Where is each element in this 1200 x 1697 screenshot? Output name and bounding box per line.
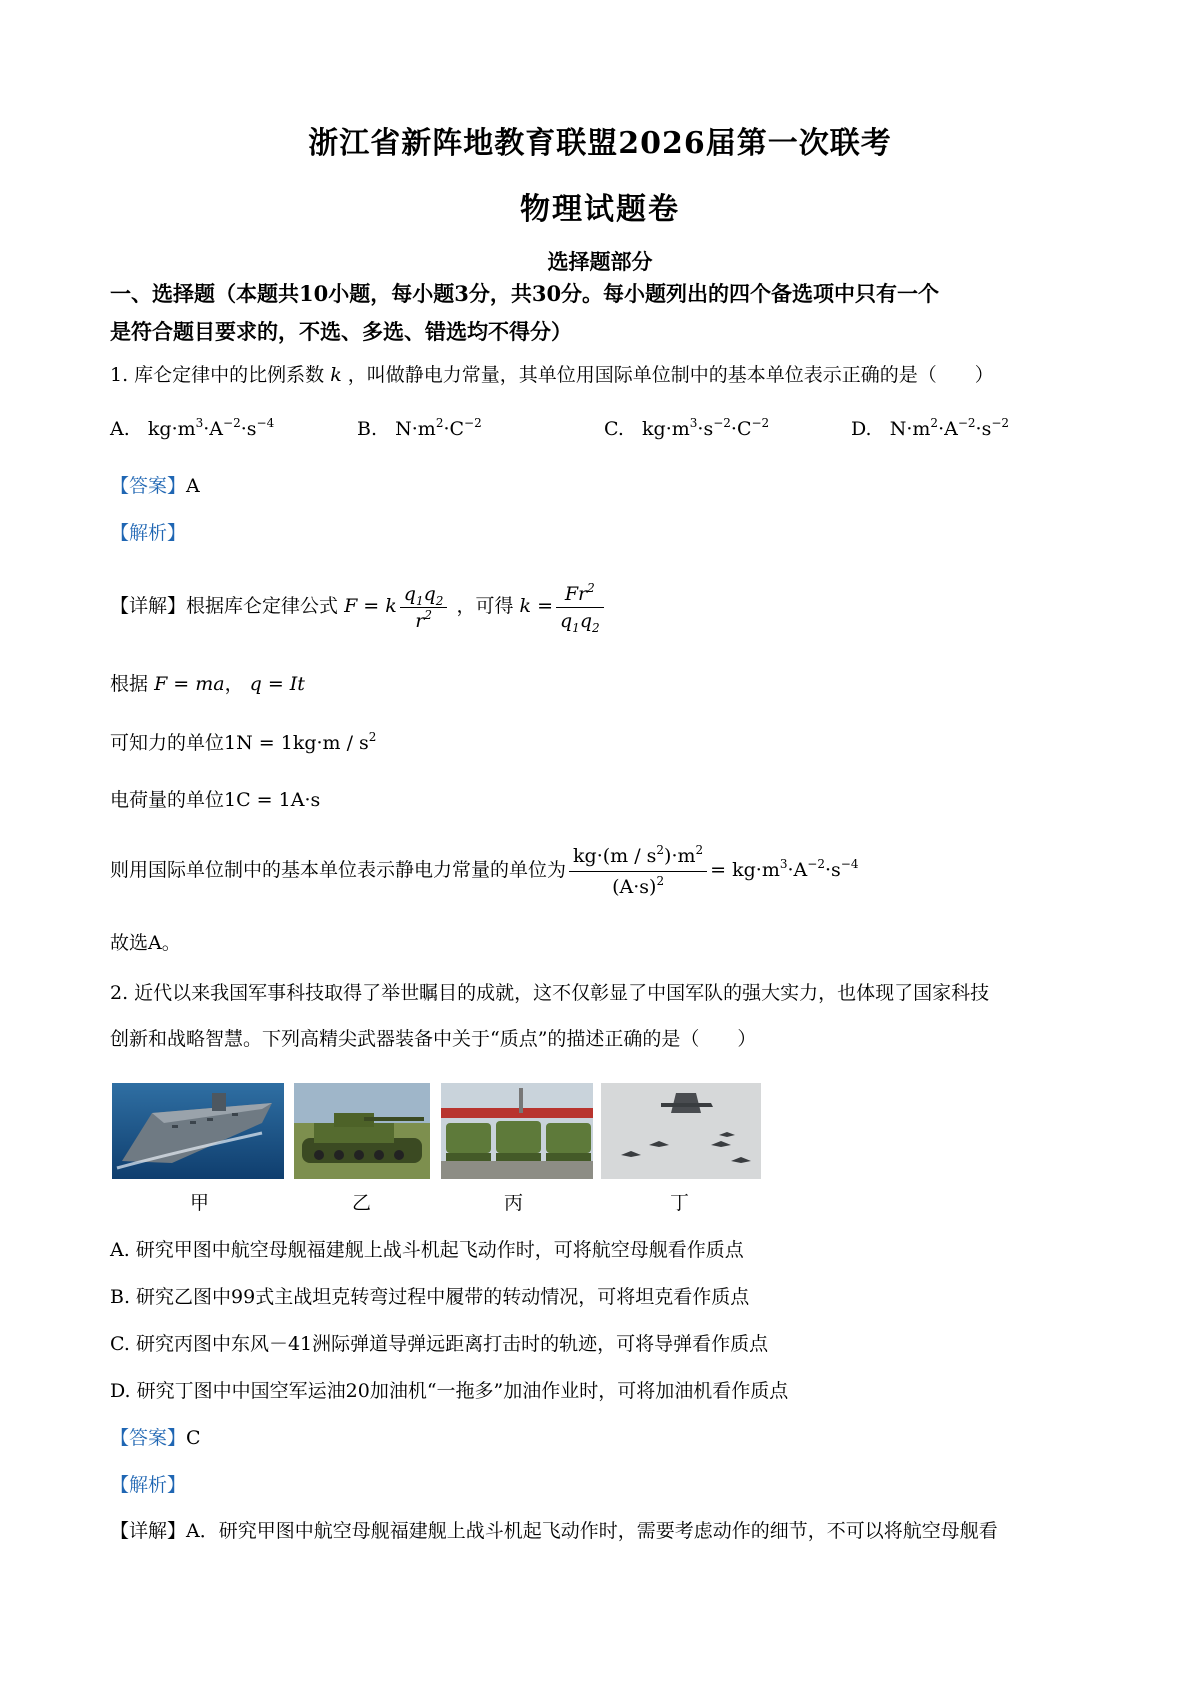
q1-stem-a: 1. 库仑定律中的比例系数	[110, 364, 325, 386]
q1-detail-tag: 【详解】	[110, 595, 187, 617]
q1-option-c-text: $kg\cdot m^3\cdot s^{-2}\cdot C^{-2}$	[629, 416, 770, 440]
formula-newton: $1N = 1kg\cdot m / s^2$	[224, 730, 377, 754]
q2-answer-value: C	[186, 1427, 201, 1449]
exam-title: 浙江省新阵地教育联盟2026届第一次联考	[308, 126, 892, 161]
q1-stem	[110, 362, 994, 388]
image-missile-vehicles	[441, 1083, 593, 1179]
formula-fma: F = ma	[154, 673, 225, 695]
q2-option-c: C. 研究丙图中东风－41洲际弹道导弹远距离打击时的轨迹，可将导弹看作质点	[110, 1333, 769, 1355]
q1-analysis-tag: 【解析】	[110, 522, 187, 544]
q1-option-d-letter: D.	[851, 418, 872, 440]
q1-analysis	[110, 520, 186, 546]
caption-yi: 乙	[352, 1192, 372, 1214]
q2-detail-text: A．研究甲图中航空母舰福建舰上战斗机起飞动作时，需要考虑动作的细节，不可以将航空母舰看	[186, 1520, 998, 1542]
section-title: 选择题部分	[547, 249, 653, 274]
q1-option-a-letter: A.	[110, 418, 130, 440]
q1-detail-text1: 根据库仑定律公式	[186, 595, 339, 617]
q1-detail	[110, 576, 607, 636]
q1-answer-value: A	[186, 475, 200, 497]
q1-option-b	[357, 418, 482, 440]
formula-coulomb-unit: 1C = 1A·s	[224, 789, 321, 811]
q1-option-b-text: $N\cdot m^2\cdot C^{-2}$	[383, 416, 482, 440]
q2-detail-tag: 【详解】	[110, 1520, 187, 1542]
q2-analysis	[110, 1472, 186, 1498]
q2-analysis-tag: 【解析】	[110, 1474, 187, 1496]
q2-option-d: D. 研究丁图中中国空军运油20加油机“一拖多”加油作业时，可将加油机看作质点	[110, 1380, 789, 1402]
caption-jia: 甲	[190, 1192, 210, 1214]
q2-option-a: A. 研究甲图中航空母舰福建舰上战斗机起飞动作时，可将航空母舰看作质点	[110, 1239, 744, 1261]
exam-subtitle: 物理试题卷	[520, 192, 680, 227]
q1-line-charge	[110, 787, 320, 813]
q1-option-d-text: $N\cdot m^2\cdot A^{-2}\cdot s^{-2}$	[877, 416, 1010, 440]
formula-result: $\frac{kg\cdot(m / s^2)\cdot m^2}{(A\cdot s)^2}$ = $kg\cdot m^3\cdot A^{-2}\cdot s^{-4}$	[566, 859, 858, 881]
q1-option-a	[110, 418, 274, 440]
q1-line-result	[110, 840, 858, 900]
caption-bing: 丙	[504, 1192, 524, 1214]
caption-ding: 丁	[670, 1192, 690, 1214]
q1-line-charge-text: 电荷量的单位	[110, 789, 225, 811]
q2-answer-tag: 【答案】	[110, 1427, 187, 1449]
part1-heading-line2: 是符合题目要求的，不选、多选、错选均不得分）	[110, 319, 572, 344]
q2-option-b: B. 研究乙图中99式主战坦克转弯过程中履带的转动情况，可将坦克看作质点	[110, 1286, 750, 1308]
q1-detail-text2: ，可得	[456, 595, 514, 617]
image-aircraft-carrier	[112, 1083, 284, 1179]
q1-stem-b: ，叫做静电力常量，其单位用国际单位制中的基本单位表示正确的是（ ）	[347, 364, 994, 386]
image-tanker-aircraft	[601, 1083, 761, 1179]
image-tank	[294, 1083, 430, 1179]
formula-k: k = $\frac{Fr^2}{q_1q_2}$	[520, 595, 607, 617]
q1-option-b-letter: B.	[357, 418, 378, 440]
q1-stem-k: k	[330, 364, 342, 386]
formula-coulomb: F = k $\frac{q_1q_2}{r^2}$	[344, 595, 450, 617]
q1-option-a-text: $kg\cdot m^3\cdot A^{-2}\cdot s^{-4}$	[135, 416, 275, 440]
q1-option-d	[851, 418, 1009, 440]
q1-line-fma-text: 根据	[110, 673, 149, 695]
q1-line-force	[110, 730, 376, 756]
part1-heading-line1: 一、选择题（本题共10小题，每小题3分，共30分。每小题列出的四个备选项中只有一个	[110, 281, 940, 306]
q1-line-force-text: 可知力的单位	[110, 732, 225, 754]
q1-answer	[110, 473, 200, 499]
q2-stem-line1: 2. 近代以来我国军事科技取得了举世瞩目的成就，这不仅彰显了中国军队的强大实力，也体现了国家科技	[110, 982, 990, 1004]
q1-answer-tag: 【答案】	[110, 475, 187, 497]
q1-line-result-text: 则用国际单位制中的基本单位表示静电力常量的单位为	[110, 859, 567, 881]
q2-answer	[110, 1425, 201, 1451]
q1-line-fma: 根据 F = ma， q = It	[110, 673, 305, 695]
formula-qit: q = It	[249, 673, 305, 695]
q1-conclusion: 故选A。	[110, 932, 181, 954]
q2-stem-line2: 创新和战略智慧。下列高精尖武器装备中关于“质点”的描述正确的是（ ）	[110, 1028, 757, 1050]
q2-detail	[110, 1518, 998, 1544]
q1-option-c-letter: C.	[604, 418, 624, 440]
q1-option-c	[604, 418, 769, 440]
